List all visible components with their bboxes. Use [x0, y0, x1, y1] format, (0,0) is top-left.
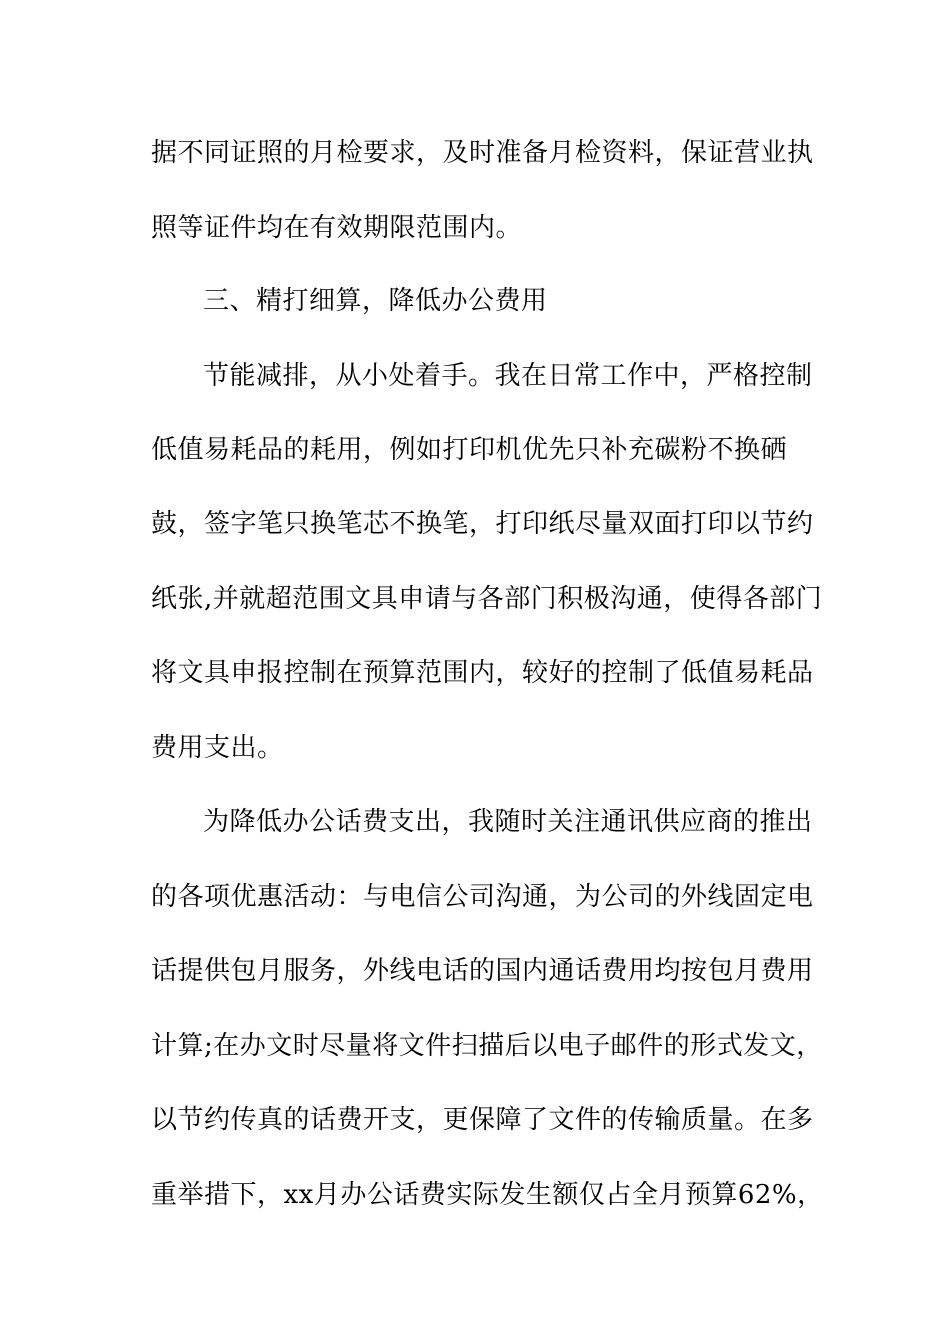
text-line: 据不同证照的月检要求，及时准备月检资料，保证营业执 [151, 138, 814, 168]
text-line: 重举措下，xx月办公话费实际发生额仅占全月预算62%， [151, 1180, 824, 1210]
text-line: 照等证件均在有效期限范围内。 [151, 213, 523, 243]
text-line: 将文具申报控制在预算范围内，较好的控制了低值易耗品 [151, 658, 814, 688]
text-line: 以节约传真的话费开支，更保障了文件的传输质量。在多 [151, 1105, 814, 1135]
text-line: 计算;在办文时尽量将文件扫描后以电子邮件的形式发文， [151, 1031, 823, 1061]
text-line: 鼓，签字笔只换笔芯不换笔，打印纸尽量双面打印以节约 [151, 509, 814, 539]
text-line: 纸张,并就超范围文具申请与各部门积极沟通，使得各部门 [151, 584, 823, 614]
text-line: 话提供包月服务，外线电话的国内通话费用均按包月费用 [151, 956, 814, 986]
text-line: 低值易耗品的耗用，例如打印机优先只补充碳粉不换硒 [151, 435, 788, 465]
section-heading: 三、精打细算，降低办公费用 [203, 286, 548, 316]
text-line: 为降低办公话费支出，我随时关注通讯供应商的推出 [203, 807, 813, 837]
text-line: 费用支出。 [151, 733, 284, 763]
text-line: 节能减排，从小处着手。我在日常工作中，严格控制 [203, 361, 813, 391]
text-line: 的各项优惠活动：与电信公司沟通，为公司的外线固定电 [151, 882, 814, 912]
